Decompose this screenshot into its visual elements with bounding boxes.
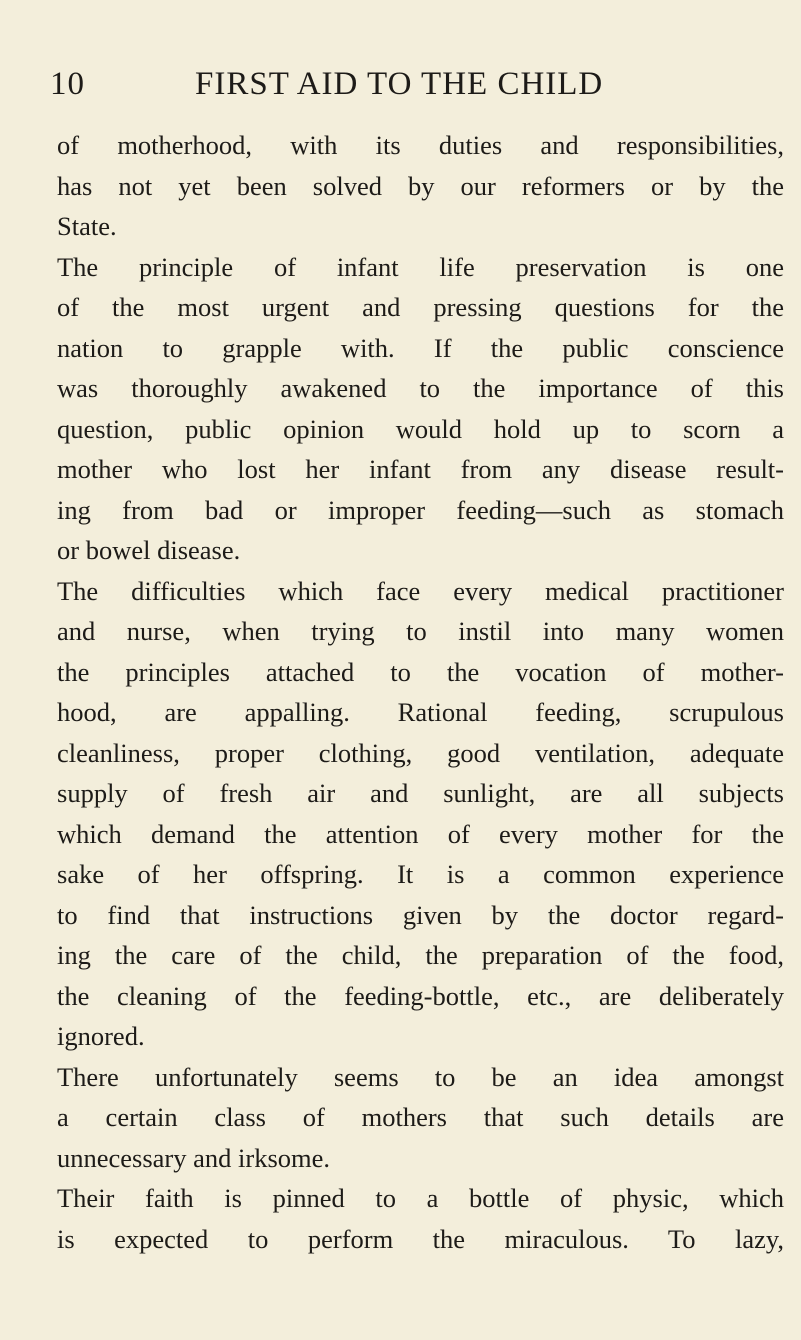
text-line: of the most urgent and pressing questions for the bbox=[57, 292, 784, 322]
text-line: hood, are appalling. Rational feeding, scrupulous bbox=[57, 697, 784, 727]
text-line: to find that instructions given by the doctor regard- bbox=[57, 899, 784, 930]
page-number: 10 bbox=[50, 66, 85, 102]
text-line: of motherhood, with its duties and responsibilities, bbox=[57, 130, 784, 160]
text-line: the cleaning of the feeding-bottle, etc., are deliberately bbox=[57, 980, 784, 1011]
text-line: supply of fresh air and sunlight, are all subjects bbox=[57, 778, 784, 808]
text-line: The principle of infant life preservation is one bbox=[57, 251, 784, 282]
text-line: ignored. bbox=[57, 1021, 145, 1051]
text-line: was thoroughly awakened to the importance of this bbox=[57, 373, 784, 403]
text-line: The difficulties which face every medical practitioner bbox=[57, 575, 784, 606]
text-line: a certain class of mothers that such details are bbox=[57, 1102, 784, 1132]
text-line: ing the care of the child, the preparation of the food, bbox=[57, 940, 784, 970]
body-text bbox=[57, 125, 784, 1259]
text-line: Their faith is pinned to a bottle of physic, which bbox=[57, 1183, 784, 1213]
text-line: question, public opinion would hold up to scorn a bbox=[57, 413, 784, 444]
text-line: or bowel disease. bbox=[57, 535, 241, 565]
text-line: is expected to perform the miraculous. To lazy, bbox=[57, 1223, 784, 1254]
text-line: sake of her offspring. It is a common experience bbox=[57, 859, 784, 889]
running-title: FIRST AID TO THE CHILD bbox=[195, 66, 604, 102]
text-line: the principles attached to the vocation of mother- bbox=[57, 656, 784, 687]
text-line: and nurse, when trying to instil into many women bbox=[57, 616, 784, 646]
page-header bbox=[50, 66, 790, 106]
text-line: State. bbox=[57, 211, 117, 241]
text-line: has not yet been solved by our reformers or by the bbox=[57, 170, 784, 201]
text-line: cleanliness, proper clothing, good ventilation, adequate bbox=[57, 737, 784, 768]
text-line: nation to grapple with. If the public conscience bbox=[57, 332, 784, 363]
text-line: There unfortunately seems to be an idea amongst bbox=[57, 1061, 784, 1092]
text-line: mother who lost her infant from any disease result- bbox=[57, 454, 784, 484]
text-line: unnecessary and irksome. bbox=[57, 1142, 331, 1173]
text-line: which demand the attention of every mother for the bbox=[57, 818, 784, 849]
text-line: ing from bad or improper feeding—such as stomach bbox=[57, 494, 784, 525]
